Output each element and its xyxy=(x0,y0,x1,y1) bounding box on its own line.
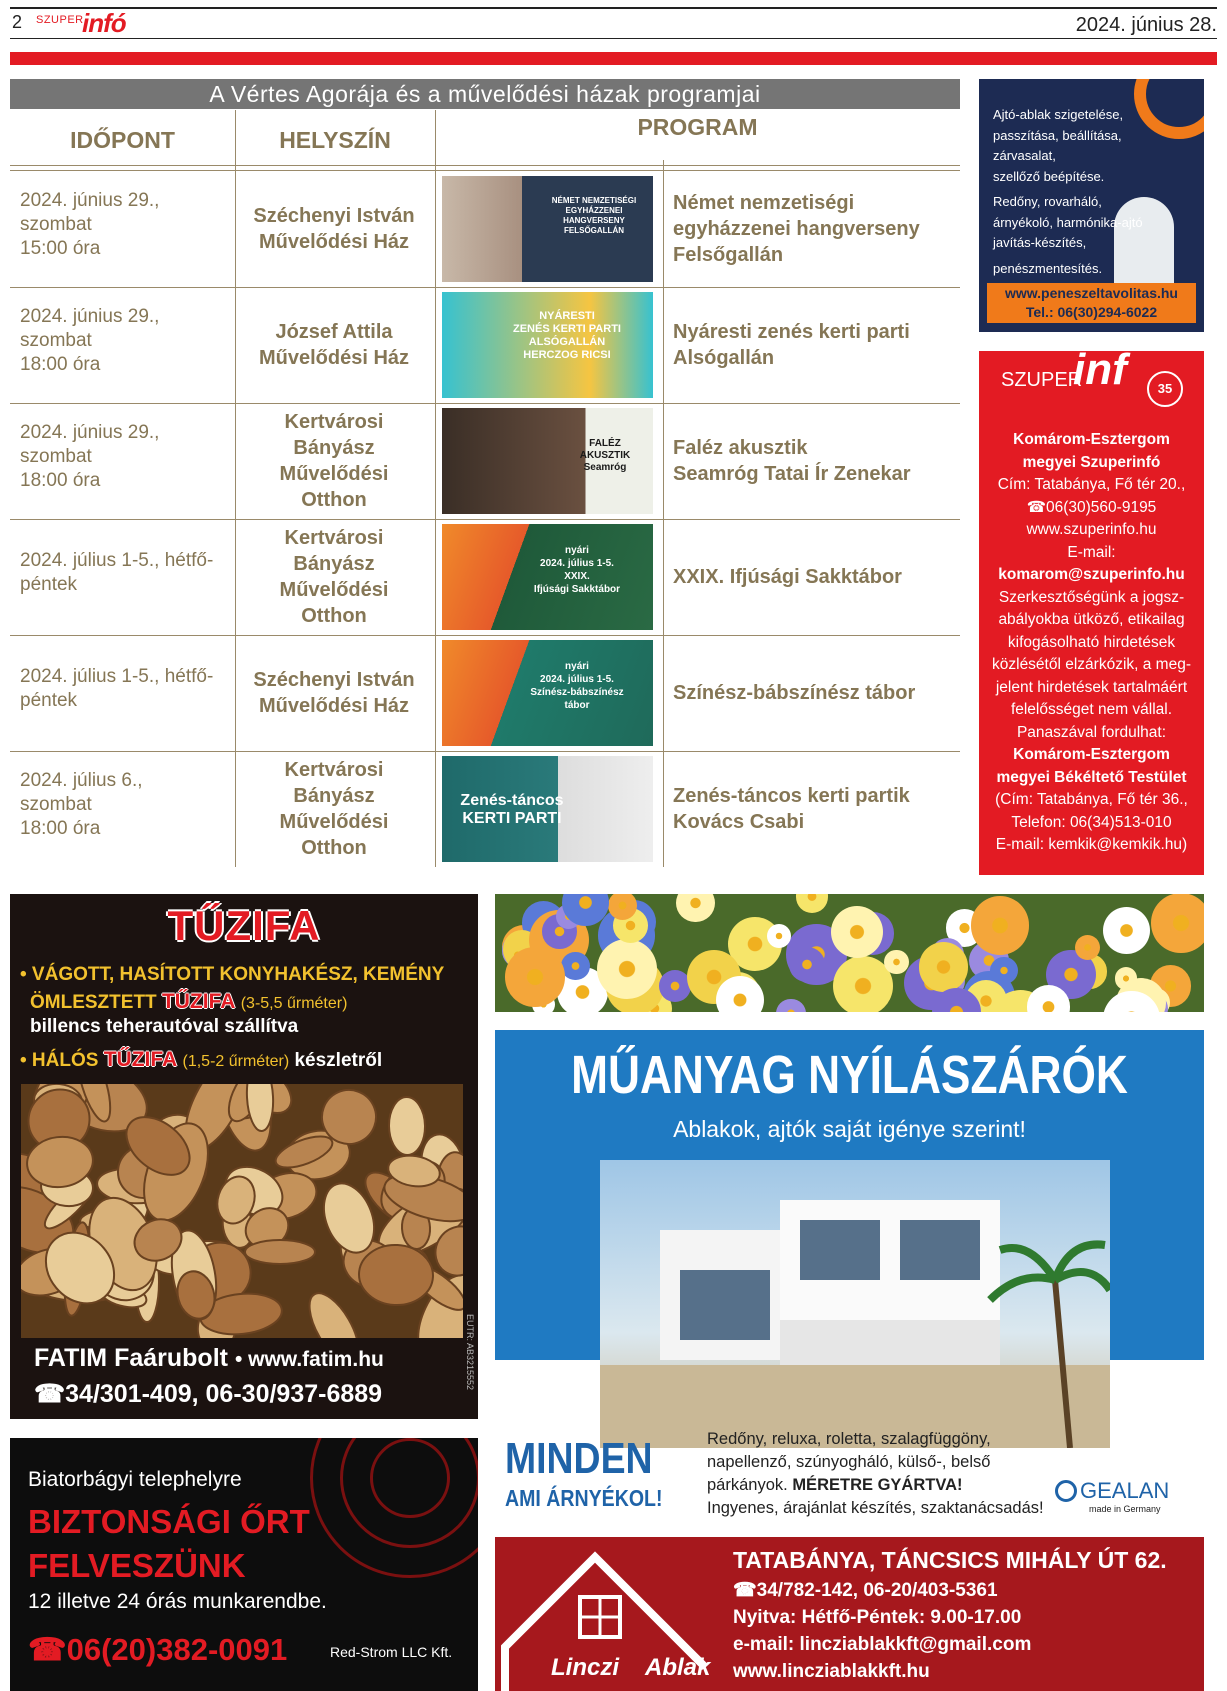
flower-shape xyxy=(971,896,1030,955)
row-date: 2024. június 29., szombat 15:00 óra xyxy=(20,190,160,259)
row-divider xyxy=(10,751,960,752)
firewood-line-2: ÖMLESZTETT TŰZIFA (3-5,5 űrméter) xyxy=(30,990,348,1013)
log-shape xyxy=(388,1097,425,1156)
program-table-title: A Vértes Agorája és a művelődési házak programjai xyxy=(10,79,960,109)
column-header-program: PROGRAM xyxy=(637,114,758,140)
imprint-line: Komárom-Esztergom xyxy=(1013,746,1170,763)
logo-info: infó xyxy=(82,8,126,38)
column-divider xyxy=(663,160,664,867)
row-date: 2024. július 1-5., hétfő- péntek xyxy=(20,666,214,711)
ad-door-line: penészmentesítés. xyxy=(993,260,1103,276)
column-header-place: HELYSZÍN xyxy=(279,127,391,153)
windows-subtitle: Ablakok, ajtók saját igénye szerint! xyxy=(673,1116,1026,1142)
flower-shape xyxy=(1103,907,1150,954)
gealan-logo: GEALAN xyxy=(1055,1478,1169,1504)
flower-shape xyxy=(776,999,805,1012)
imprint-line: kifogásolható hirdetések xyxy=(1007,633,1176,651)
ad-plastic-windows xyxy=(495,1030,1204,1528)
imprint-logo-small: SZUPER xyxy=(1001,369,1083,391)
row-thumbnail xyxy=(442,292,653,398)
windows-description: Redőny, reluxa, roletta, szalagfüggöny, napellenző, szúnyogháló, külső-, belső párkányok. MÉRETRE GYÁRTVA! Ingyenes, árajánlat készítés, szaktanácsadás! xyxy=(707,1430,1044,1517)
imprint-line: felelősséget nem vállal. xyxy=(1010,701,1173,718)
ad-door-line: árnyékoló, harmónika-ajtó xyxy=(993,214,1143,230)
linczi-address: TATABÁNYA, TÁNCSICS MIHÁLY ÚT 62. xyxy=(733,1547,1167,1573)
flower-shape xyxy=(789,947,824,982)
header-divider xyxy=(10,170,960,171)
imprint-line: Szerkesztőségünk a jogsz- xyxy=(998,588,1185,606)
imprint-logo-large: inf xyxy=(1073,345,1127,394)
row-date: 2024. július 6., szombat 18:00 óra xyxy=(20,770,143,839)
ad-door-line: passzítása, beállítása, xyxy=(993,127,1122,143)
linczi-hours: Nyitva: Hétfő-Péntek: 9.00-17.00 xyxy=(733,1607,1022,1628)
header-rule-bottom xyxy=(10,38,1217,39)
row-program: Zenés-táncos kerti partik Kovács Csabi xyxy=(673,785,910,833)
row-program: Színész-bábszínész tábor xyxy=(673,682,916,704)
firewood-line-3: billencs teherautóval szállítva xyxy=(30,1016,299,1037)
row-program: XXIX. Ifjúsági Sakktábor xyxy=(673,566,902,588)
issue-date: 2024. június 28. xyxy=(1075,14,1217,36)
ad-door-line: javítás-készítés, xyxy=(993,235,1087,250)
flowers-photo xyxy=(495,894,1204,1012)
header-divider xyxy=(10,165,960,166)
ad-door-line: szellőző beépítése. xyxy=(993,168,1105,184)
thumbnail-caption: Zenés-táncos KERTI PARTI xyxy=(460,792,564,827)
imprint-line: abályokba ütköző, etikailag xyxy=(998,611,1185,628)
row-date: 2024. július 1-5., hétfő- péntek xyxy=(20,550,214,595)
row-program: Német nemzetiségi egyházzenei hangverseny Felsőgallán xyxy=(673,192,920,266)
flower-shape xyxy=(659,970,691,1002)
linczi-logo-b: Ablak xyxy=(645,1654,711,1681)
thumbnail-caption: nyári 2024. július 1-5. Színész-bábszínész tábor xyxy=(530,661,624,711)
windows-ami-arnyekol: AMI ÁRNYÉKOL! xyxy=(505,1485,663,1511)
flower-shape xyxy=(597,939,657,999)
flower-shape xyxy=(1151,894,1204,953)
flower-shape xyxy=(716,976,764,1012)
ad-firewood xyxy=(10,894,478,1419)
security-company: Red-Strom LLC Kft. xyxy=(330,1644,453,1660)
windows-title: MŰANYAG NYÍLÁSZÁRÓK xyxy=(571,1045,1128,1105)
firewood-photo xyxy=(21,1084,463,1338)
row-place: Kertvárosi Bányász Művelődési Otthon xyxy=(279,411,389,511)
row-divider xyxy=(10,403,960,404)
flower-shape xyxy=(796,894,828,913)
security-phone: ☎06(20)382-0091 xyxy=(28,1632,288,1667)
thumbnail-caption: FALÉZ AKUSZTIK Seamróg xyxy=(579,438,631,473)
ad-door-line: zárvasalat, xyxy=(993,148,1056,163)
imprint-line: E-mail: kemkik@kemkik.hu) xyxy=(995,836,1188,853)
imprint-body xyxy=(979,429,1204,857)
imprint-line: megyei Szuperinfó xyxy=(1022,453,1161,471)
imprint-line: Cím: Tatabánya, Fő tér 20., xyxy=(997,476,1186,493)
security-schedule: 12 illetve 24 órás munkarendbe. xyxy=(28,1590,327,1613)
ad-security-guard xyxy=(10,1438,478,1691)
row-thumbnail xyxy=(442,408,653,514)
flower-shape xyxy=(990,957,1017,984)
house-photo xyxy=(600,1160,1110,1448)
windows-minden: MINDEN xyxy=(505,1434,653,1483)
column-divider xyxy=(435,110,436,867)
firewood-title: TŰZIFA xyxy=(167,902,321,949)
ad-door-tel: Tel.: 06(30)294-6022 xyxy=(1025,304,1158,320)
gealan-tagline: made in Germany xyxy=(1089,1504,1161,1514)
imprint-email[interactable]: komarom@szuperinfo.hu xyxy=(998,566,1185,583)
firewood-phone: ☎34/301-409, 06-30/937-6889 xyxy=(34,1380,383,1408)
row-place: József Attila Művelődési Ház xyxy=(258,321,410,369)
imprint-line: Panaszával fordulhat: xyxy=(1016,723,1167,741)
log-shape xyxy=(245,1240,315,1264)
flower-shape xyxy=(505,947,565,1007)
decorative-ring xyxy=(1134,79,1204,139)
row-divider xyxy=(10,635,960,636)
row-thumbnail xyxy=(442,756,653,862)
imprint-line: (Cím: Tatabánya, Fő tér 36., xyxy=(995,791,1188,808)
column-header-time: IDŐPONT xyxy=(70,127,175,153)
row-thumbnail xyxy=(442,524,653,630)
imprint-line: E-mail: xyxy=(1067,543,1116,561)
page-number: 2 xyxy=(12,12,23,32)
thumbnail-caption: NÉMET NEMZETISÉGI EGYHÁZZENEI HANGVERSENY FELSŐGALLÁN xyxy=(551,196,637,235)
thumbnail-caption: nyári 2024. július 1-5. XXIX. Ifjúsági Sakktábor xyxy=(533,545,621,595)
row-place: Széchenyi István Művelődési Ház xyxy=(253,205,415,253)
firewood-line-1: • VÁGOTT, HASÍTOTT KONYHAKÉSZ, KEMÉNY xyxy=(20,964,445,985)
row-program: Nyáresti zenés kerti parti Alsógallán xyxy=(673,321,910,369)
imprint-line: www.szuperinfo.hu xyxy=(1026,521,1157,538)
anniversary-badge: 35 xyxy=(1147,371,1183,407)
flower-shape xyxy=(919,942,968,991)
header-rule-top xyxy=(10,7,1217,9)
security-headline: BIZTONSÁGI ŐRT FELVESZÜNK xyxy=(28,1503,310,1584)
thumbnail-caption: NYÁRESTI ZENÉS KERTI PARTI ALSÓGALLÁN HERCZOG RICSI xyxy=(513,310,621,361)
imprint-line: ☎06(30)560-9195 xyxy=(1026,498,1157,516)
ad-door-text xyxy=(993,105,1143,279)
linczi-logo-a: Linczi xyxy=(551,1654,620,1681)
imprint-line: jelent hirdetések tartalmáért xyxy=(995,678,1188,696)
ad-linczi-ablak xyxy=(495,1537,1204,1691)
ad-door-line: Ajtó-ablak szigetelése, xyxy=(993,107,1124,122)
row-thumbnail xyxy=(442,640,653,746)
linczi-web[interactable]: www.lincziablakkft.hu xyxy=(733,1661,930,1682)
ad-door-web[interactable]: www.peneszeltavolitas.hu xyxy=(1005,285,1178,301)
imprint-line: közlésétől elzárkózik, a meg- xyxy=(992,656,1191,673)
flower-shape xyxy=(676,894,715,922)
firewood-eutr-code: EUTR: AB3215552 xyxy=(465,1314,475,1391)
flower-shape xyxy=(561,952,589,980)
red-banner-bar xyxy=(10,52,1217,65)
imprint-line: megyei Békéltető Testület xyxy=(996,768,1187,786)
row-place: Kertvárosi Bányász Művelődési Otthon xyxy=(279,527,389,627)
row-place: Széchenyi István Művelődési Ház xyxy=(253,669,415,717)
row-thumbnail xyxy=(442,176,653,282)
row-place: Kertvárosi Bányász Művelődési Otthon xyxy=(279,759,389,859)
imprint-line: Telefon: 06(34)513-010 xyxy=(1011,813,1172,831)
imprint-line: Komárom-Esztergom xyxy=(1013,431,1170,448)
row-date: 2024. június 29., szombat 18:00 óra xyxy=(20,306,160,375)
row-program: Faléz akusztik Seamróg Tatai Ír Zenekar xyxy=(673,437,911,485)
row-divider xyxy=(10,519,960,520)
row-divider xyxy=(10,287,960,288)
firewood-shop: FATIM Faárubolt • www.fatim.hu xyxy=(34,1344,384,1372)
ad-door-contact xyxy=(987,283,1196,323)
security-location: Biatorbágyi telephelyre xyxy=(28,1468,242,1491)
flower-shape xyxy=(767,924,791,948)
linczi-phone: ☎34/782-142, 06-20/403-5361 xyxy=(733,1580,998,1601)
flower-shape xyxy=(884,950,908,974)
row-date: 2024. június 29., szombat 18:00 óra xyxy=(20,422,160,491)
decorative-ring xyxy=(370,1438,450,1518)
ad-szuperinfo-imprint xyxy=(979,345,1204,875)
linczi-email[interactable]: e-mail: lincziablakkft@gmail.com xyxy=(733,1634,1032,1655)
firewood-line-4: • HÁLÓS TŰZIFA (1,5-2 űrméter) készletről xyxy=(20,1048,383,1071)
ad-door-line: Redőny, rovarháló, xyxy=(993,194,1102,209)
logo-szuper: SZUPER xyxy=(36,14,84,26)
